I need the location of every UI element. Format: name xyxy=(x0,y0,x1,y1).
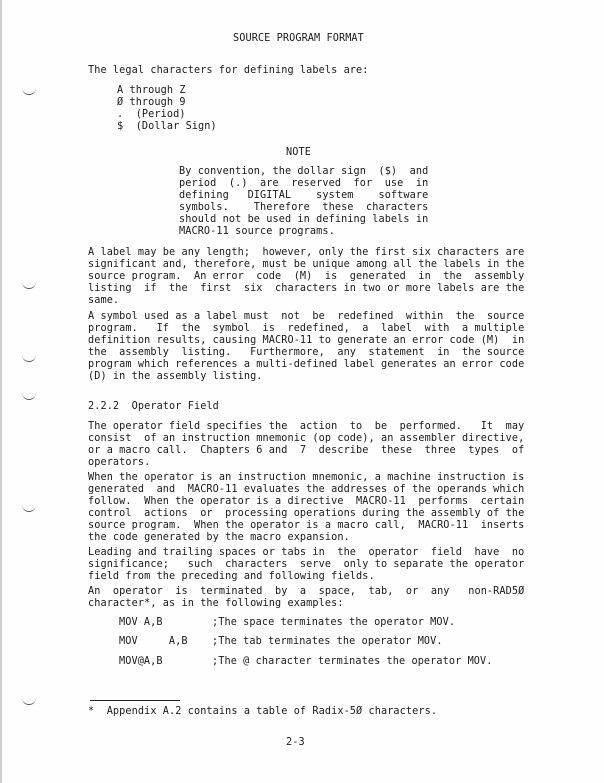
note-line: By convention, the dollar sign ($) and xyxy=(179,166,429,177)
paragraph-line: source program. When the operator is a macro call, MACRO-11 inserts xyxy=(88,520,525,531)
note-line: MACRO-11 source programs. xyxy=(179,226,335,237)
list-item: $ (Dollar Sign) xyxy=(117,121,217,132)
intro-text: The legal characters for defining labels are: xyxy=(88,65,369,76)
paragraph-line: When the operator is an instruction mnemonic, a machine instruction is xyxy=(88,472,525,483)
paragraph-line: same. xyxy=(88,295,120,306)
paragraph-line: the code generated by the macro expansion. xyxy=(88,532,350,543)
paragraph-line: field from the preceding and following fields. xyxy=(88,571,375,582)
note-line: should not be used in defining labels in xyxy=(179,214,429,225)
paragraph-line: significance; such characters serve only to separate the operator xyxy=(88,559,525,570)
paragraph-line: The operator field specifies the action to be performed. It may xyxy=(88,421,525,432)
margin-mark xyxy=(22,505,36,512)
paragraph-line: A symbol used as a label must not be redefined within the source xyxy=(88,311,525,322)
paragraph-line: An operator is terminated by a space, tab, or any non-RAD5Ø xyxy=(88,586,525,597)
paragraph-line: the assembly listing. Furthermore, any statement in the source xyxy=(88,347,525,358)
paragraph-line: listing if the first six characters in two or more labels are the xyxy=(88,283,525,294)
list-item: Ø through 9 xyxy=(117,97,186,108)
paragraph-line: generated and MACRO-11 evaluates the addresses of the operands which xyxy=(88,484,525,495)
paragraph-line: program which references a multi-defined label generates an error code xyxy=(88,359,525,370)
paragraph-line: program. If the symbol is redefined, a label with a multiple xyxy=(88,323,525,334)
paragraph-line: control actions or processing operations during the assembly of the xyxy=(88,508,525,519)
paragraph-line: definition results, causing MACRO-11 to generate an error code (M) in xyxy=(88,335,525,346)
note-line: defining DIGITAL system software xyxy=(179,190,429,201)
paragraph-line: Leading and trailing spaces or tabs in the operator field have no xyxy=(88,547,525,558)
paragraph-line: source program. An error code (M) is generated in the assembly xyxy=(88,271,525,282)
note-line: period (.) are reserved for use in xyxy=(179,178,429,189)
list-item: A through Z xyxy=(117,85,186,96)
paragraph-line: or a macro call. Chapters 6 and 7 describe these three types of xyxy=(88,445,525,456)
footnote-divider xyxy=(90,700,180,701)
paragraph-line: (D) in the assembly listing. xyxy=(88,371,263,382)
margin-mark xyxy=(22,282,36,289)
example-code: MOV A,B xyxy=(119,617,163,628)
paragraph-line: follow. When the operator is a directive MACRO-11 performs certain xyxy=(88,496,525,507)
example-code: MOV@A,B xyxy=(119,656,163,667)
section-heading xyxy=(88,401,219,413)
paragraph-line: consist of an instruction mnemonic (op code), an assembler directive, xyxy=(88,433,525,444)
note-line: symbols. Therefore these characters xyxy=(179,202,429,213)
example-comment: ;The space terminates the operator MOV. xyxy=(212,617,456,628)
margin-mark xyxy=(22,355,36,362)
margin-mark xyxy=(22,393,36,400)
paragraph-line: operators. xyxy=(88,457,151,468)
page-edge-shadow xyxy=(0,0,2,783)
example-code: MOV A,B xyxy=(119,636,188,647)
margin-mark xyxy=(22,698,36,705)
paragraph-line: significant and, therefore, must be unique among all the labels in the xyxy=(88,259,525,270)
list-item: . (Period) xyxy=(117,109,186,120)
margin-mark xyxy=(22,88,36,95)
paragraph-line: character*, as in the following examples: xyxy=(88,598,344,609)
paragraph-line: A label may be any length; however, only the first six characters are xyxy=(88,247,525,258)
page-number: 2-3 xyxy=(286,737,305,748)
example-comment: ;The tab terminates the operator MOV. xyxy=(212,636,443,647)
note-title: NOTE xyxy=(286,147,311,158)
page-header-title: SOURCE PROGRAM FORMAT xyxy=(233,33,364,44)
section-title: Operator Field xyxy=(131,401,219,412)
footnote: * Appendix A.2 contains a table of Radix-5Ø characters. xyxy=(88,706,438,717)
example-comment: ;The @ character terminates the operator MOV. xyxy=(212,656,493,667)
section-number: 2.2.2 xyxy=(88,401,120,412)
